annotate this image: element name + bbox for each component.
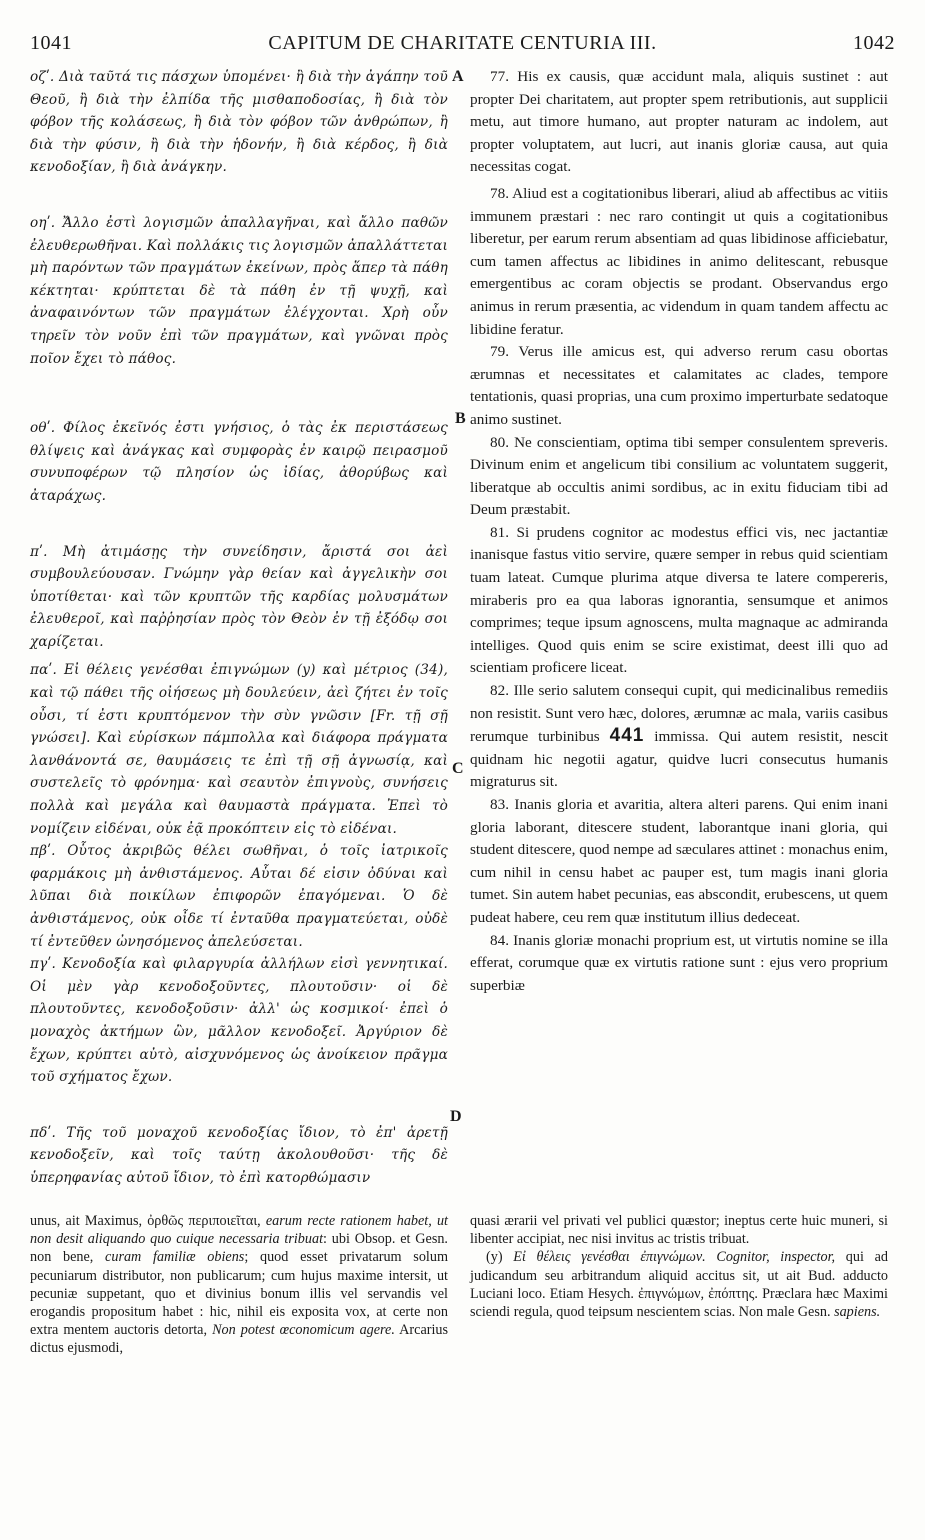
running-header	[30, 32, 895, 60]
latin-chapter-79: 79. Verus ille amicus est, qui adverso rerum casu obortas ærumnas et necessitates et calamitates ac clades, tempore tentationis, quasi proprias, una cum proximo imperturbate sedatoque animo sustinet.	[470, 343, 888, 428]
footnotes-left	[30, 1212, 448, 1358]
greek-chapter-79: οθʹ. Φίλος ἐκεῖνός ἐστι γνήσιος, ὁ τὰς ἐκ περιστάσεως θλίψεις καὶ ἀνάγκας καὶ συμφορὰς ἐν καιρῷ πειρασμοῦ συνυποφέρων τῷ πλησίον ὡς ἰδίας, ἀθορύβως καὶ ἀταράχως.	[30, 420, 448, 504]
margin-letter-a: A	[452, 68, 464, 85]
latin-column	[470, 66, 888, 997]
greek-chapter-78: οηʹ. Ἄλλο ἐστὶ λογισμῶν ἀπαλλαγῆναι, καὶ ἄλλο παθῶν ἐλευθερωθῆναι. Καὶ πολλάκις τις λογισμῶν ἀπαλλάττεται μὴ παρόντων τῶν πραγμάτων ἐκείνων, πρὸς ἅπερ τὰ πάθη κέκτηται· κρύπτεται δὲ τὰ πάθη ἐν τῇ ψυχῇ, καὶ ἀναφαινόντων τῶν πραγμάτων ἐλέγχονται. Χρὴ οὖν τηρεῖν τὸν νοῦν ἐπὶ τῶν πραγμάτων, καὶ γνῶναι πρὸς ποῖον ἔχει τὸ πάθος.	[30, 214, 448, 367]
latin-chapter-83: 83. Inanis gloria et avaritia, altera alteri parens. Qui enim inani gloria laborant, ditescere student, laborantque inani gloria, qui student ditescere, quod nempe ad sæculares attinet : monachus enim, cum nihil in censu habet ac pauper est, tum magis inani gloria tumet. Sin autem habet pecunias, eas abscondit, erubescens, ut quem pudeat habere, ceu rem quæ institutum illius dedeceat.	[470, 796, 888, 926]
greek-chapter-81: παʹ. Εἰ θέλεις γενέσθαι ἐπιγνώμων (y) καὶ μέτριος (34), καὶ τῷ πάθει τῆς οἰήσεως μὴ δουλεύειν, ἀεὶ ζήτει ἐν τοῖς οὖσι, τί ἐστι κρυπτόμενον τὴν σὺν γνῶσιν [Fr. τῇ σῇ γνώσει]. Καὶ εὑρίσκων πάμπολλα καὶ διάφορα πράγματα λανθάνοντά σε, θαυμάσεις τε ἐπὶ τῇ σῇ ἀγνωσίᾳ, καὶ συστελεῖς τὸ φρόνημα· καὶ σεαυτὸν ἐπιγνοὺς, συνήσεις πολλὰ καὶ μεγάλα καὶ θαυμαστὰ πράγματα. Ἐπεὶ τὸ νομίζειν εἰδέναι, οὐκ ἐᾷ προκόπτειν εἰς τὸ εἰδέναι.	[30, 662, 448, 837]
greek-chapter-82: πβʹ. Οὗτος ἀκριβῶς θέλει σωθῆναι, ὁ τοῖς ἰατρικοῖς φαρμάκοις μὴ ἀνθιστάμενος. Αὗται δέ εἰσιν ὀδύναι καὶ λῦπαι διὰ ποικίλων ἐπιφορῶν ἐπαγόμεναι. Ὁ δὲ ἀνθιστάμενος, οὐκ οἶδε τί ἐνταῦθα πραγματεύεται, οὐδὲ τί ἐντεῦθεν ὠνησόμενος ἀπελεύσεται.	[30, 843, 448, 950]
latin-chapter-82-text-a: 82. Ille serio salutem consequi cupit, qui medicinalibus remediis non resistit. Sunt vero hæc, dolores, ærumnæ ac mala, variis casibus rerumque turbinibus	[470, 682, 888, 746]
greek-column	[30, 66, 448, 1190]
page-title: CAPITUM DE CHARITATE CENTURIA III.	[268, 32, 657, 54]
latin-chapter-77: 77. His ex causis, quæ accidunt mala, aliquis sustinet : aut propter Dei charitatem, aut propter spem retributionis, aut supplicii metu, aut timore humano, aut propter naturam ac indolem, aut propter voluptatem, aut lucri, aut inanis gloriæ causa, aut quia necessitas cogat.	[470, 68, 888, 176]
margin-letter-c: C	[452, 760, 464, 777]
latin-chapter-82	[470, 680, 888, 794]
page-number-left: 1041	[30, 32, 72, 54]
greek-chapter-80: πʹ. Μὴ ἀτιμάσῃς τὴν συνείδησιν, ἄριστά σοι ἀεὶ συμβουλεύουσαν. Γνώμην γὰρ θείαν καὶ ἀγγελικὴν σοι ὑποτίθεται· καὶ τῶν κρυπτῶν τῆς καρδίας μολυσμάτων ἐλευθεροῖ, καὶ παῤῥησίαν πρὸς τὸν Θεὸν ἐν τῇ ἐξόδῳ σοι χαρίζεται.	[30, 543, 448, 650]
page-number-right: 1042	[853, 32, 895, 54]
footnotes-right	[470, 1212, 888, 1321]
latin-chapter-80: 80. Ne conscientiam, optima tibi semper consulentem spreveris. Divinum enim et angelicum tibi consilium ac voluntatem suggerit, liberatque ab occultis animi sordibus, ac in exitu fiduciam tibi ad Deum præstabit.	[470, 433, 888, 519]
footnote-left-text: unus, ait Maximus, ὀρθῶς περιποιεῖται, earum recte rationem habet, ut non desit aliquando quo cuique necessaria tribuat: ubi Obsop. et Gesn. non bene, curam familiæ obiens; quod esset privatarum solum pecuniarum distributor, non publicarum; cum hujus maxime intersit, ut pecuniæ suppetant, quo et divinius bonum illis vel servandis vel erogandis propositum habet : hic, nihil eis exposita vox, at certe non extra mentem auctoris detorta, Non potest œconomicum agere. Arcarius dictus ejusmodi,	[30, 1213, 449, 1357]
greek-chapter-84: πδʹ. Τῆς τοῦ μοναχοῦ κενοδοξίας ἴδιον, τὸ ἐπ' ἀρετῇ κενοδοξεῖν, καὶ τοῖς ταύτῃ ἀκολουθοῦσι· τῆς δὲ ὑπερηφανίας αὐτοῦ ἴδιον, τὸ ἐπὶ κατορθώμασιν	[30, 1124, 448, 1186]
latin-chapter-84: 84. Inanis gloriæ monachi proprium est, ut virtutis nomine se illa efferat, corumque quæ ex virtutis ratione sunt : ejus vero proprium superbiæ	[470, 931, 888, 994]
latin-chapter-81: 81. Si prudens cognitor ac modestus effici vis, nec jactantiæ inanisque fastus vitio servire, quære semper in rebus quid scientiam tuam lateat. Cumque plurima atque diversa te latere compereris, miraberis pro ea qua laboras ignorantia, sensumque et animos comprimes; teque ipsum agnoscens, multa magnaque ac admiranda intelliges. Quod quis enim se scire existimat, deest illi quo ad scientiam proficere liceat.	[470, 523, 888, 677]
footnote-y: (y) Εἰ θέλεις γενέσθαι ἐπιγνώμων. Cognitor, inspector, qui ad judicandum seu arbitrandum aliquid accitus sit, ut ait Bud. adducto Luciani loco. Etiam Hesych. ἐπιγνώμων, ἐπόπτης. Præclara hæc Maximi sciendi regula, quod teipsum nescientem scias. Non male Gesn. sapiens.	[470, 1249, 888, 1321]
margin-letter-b: B	[455, 410, 466, 427]
footnote-right-continuation: quasi ærarii vel privati vel publici quæstor; ineptus certe huic muneri, si libenter accipiat, nec nisi invitus ac tristis tribuat.	[470, 1213, 888, 1248]
latin-chapter-82-text-b: immissa. Qui autem resistit, nescit quidnam hic negotii agatur, quidve lucri consecutus humanis migraturus sit.	[470, 728, 888, 791]
column-marker: 441	[609, 725, 645, 747]
greek-chapter-83: πγʹ. Κενοδοξία καὶ φιλαργυρία ἀλλήλων εἰσὶ γεννητικαί. Οἱ μὲν γὰρ κενοδοξοῦντες, πλουτοῦσιν· οἱ δὲ πλουτοῦντες, κενοδοξοῦσιν· ἀλλ' ὡς κοσμικοί· ἐπεὶ ὁ μοναχὸς ἀκτήμων ὢν, μᾶλλον κενοδοξεῖ. Ἀργύριον δὲ ἔχων, κρύπτει αὐτὸ, αἰσχυνόμενος ὡς ἀνοίκειον πρᾶγμα τοῦ σχήματος ἔχων.	[30, 956, 448, 1086]
greek-chapter-77: οζʹ. Διὰ ταῦτά τις πάσχων ὑπομένει· ἢ διὰ τὴν ἀγάπην τοῦ Θεοῦ, ἢ διὰ τὴν ἐλπίδα τῆς μισθαποδοσίας, ἢ διὰ τὸν φόβον τῆς κολάσεως, ἢ διὰ τὸν φόβον τῶν ἀνθρώπων, ἢ διὰ τὴν φύσιν, ἢ διὰ τὴν ἡδονήν, ἢ διὰ κέρδος, ἢ διὰ κενοδοξίαν, ἢ διὰ ἀνάγκην.	[30, 69, 448, 176]
margin-letter-d: D	[450, 1108, 462, 1125]
latin-chapter-78: 78. Aliud est a cogitationibus liberari, aliud ab affectibus ac vitiis immunem præstari : nec raro contingit ut quis a cogitationibus liberetur, per earum rerum absentiam ad quas libidinose afficiebatur, cum tamen affectus ac libidines in animo delitescant, rebusque emergentibus ac coram objectis se prodant. Observandus ergo animus in rerum præsentia, ac videndum in quam tandem affectu ac libidine feratur.	[470, 184, 888, 338]
